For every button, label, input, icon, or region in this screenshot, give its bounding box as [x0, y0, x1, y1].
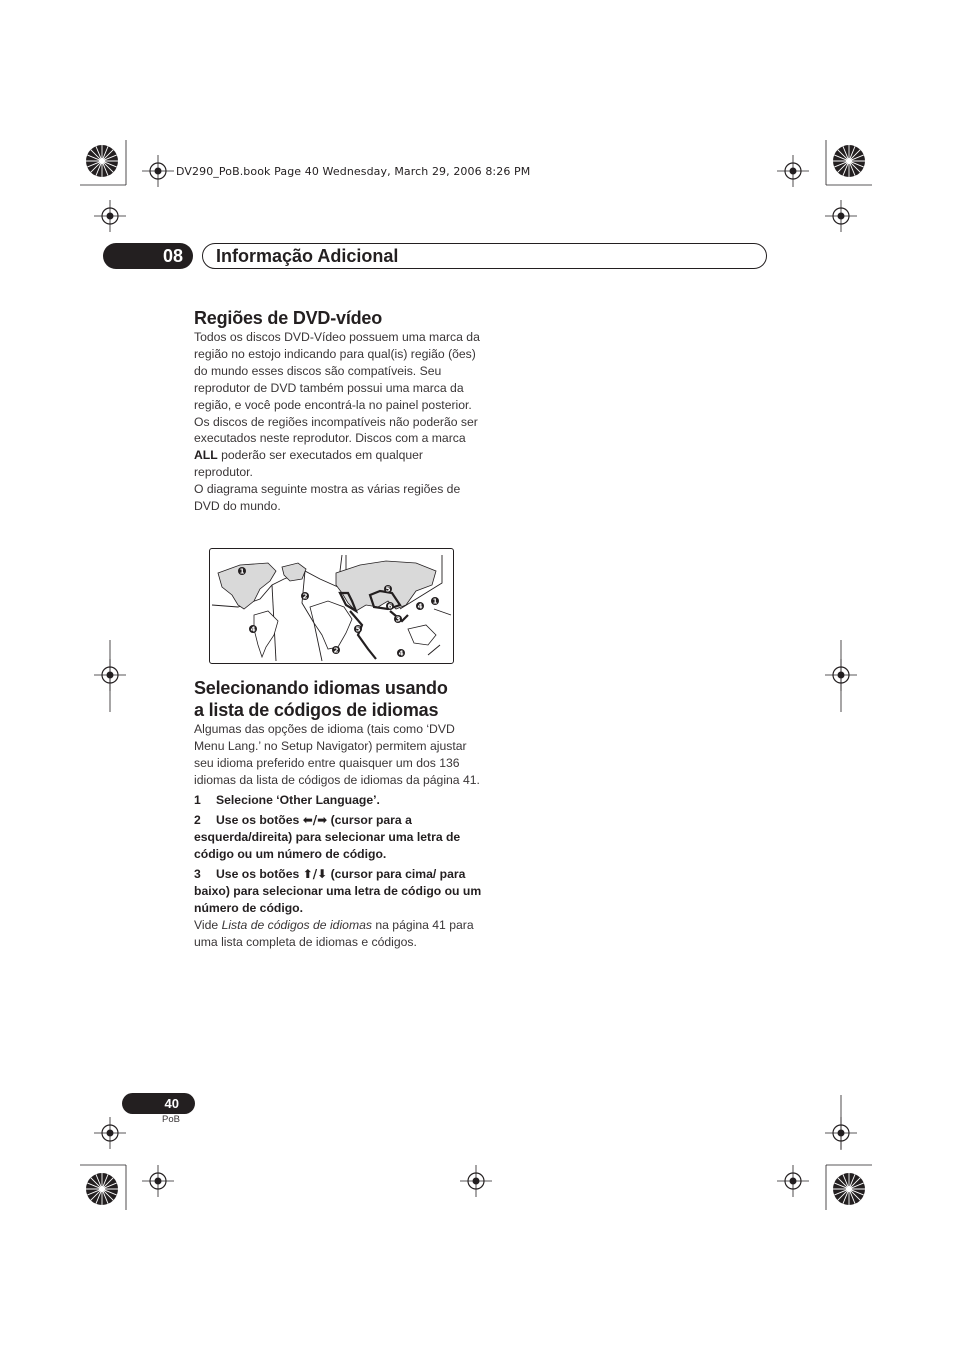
region-marker: 5 [385, 585, 391, 594]
step-text-start: Use os botões [216, 866, 303, 881]
chapter-number-badge: 08 [103, 243, 193, 269]
region-marker: 6 [387, 602, 393, 611]
region-marker: 2 [333, 646, 339, 655]
step-number: 1 [194, 792, 201, 807]
section-language-codes [194, 677, 484, 950]
step-text-end: (cursor para a esquerda/direita) para selecionar uma letra de código ou um número de código. [194, 812, 461, 861]
step-number: 3 [194, 866, 201, 881]
dvd-region-map [209, 548, 454, 664]
languages-footnote [194, 917, 484, 951]
step-text-start: Use os botões [216, 812, 303, 827]
region-marker: 4 [398, 649, 404, 658]
regions-text-end: poderão ser executados em qualquer reprodutor. [194, 448, 423, 480]
step-text: Selecione ‘Other Language’. [216, 792, 380, 807]
region-marker: 1 [432, 597, 438, 606]
section-title-languages-line1: Selecionando idiomas usando [194, 678, 448, 698]
all-region-mark: ALL [194, 448, 218, 463]
region-marker: 1 [239, 567, 245, 576]
languages-intro-paragraph: Algumas das opções de idioma (tais como ‘DVD Menu Lang.’ no Setup Navigator) permitem ajustar seu idioma preferido entre quaisquer um dos 136 idiomas da lista de códigos de idiomas da página 41. [194, 722, 480, 787]
footnote-text-end: na página 41 para uma lista completa de idiomas e códigos. [194, 917, 474, 949]
step-text-end: (cursor para cima/ para baixo) para selecionar uma letra de código ou um número de código. [194, 866, 482, 915]
regions-text-start: Todos os discos DVD-Vídeo possuem uma marca da região no estojo indicando para qual(is) região (ões) do mundo esses discos são compatíveis. Seu reprodutor de DVD também possui uma marca da região, e você pode encontrá-la no painel posterior. Os discos de regiões incompatíveis não poderão ser executados neste reprodutor. Discos com a marca [194, 330, 480, 446]
diagram-intro-paragraph: O diagrama seguinte mostra as várias regiões de DVD do mundo. [194, 482, 461, 514]
world-map-drawing [210, 549, 453, 663]
section-title-languages [194, 677, 484, 721]
step-3 [194, 866, 484, 917]
page-number: 40 [122, 1093, 195, 1114]
footnote-reference: Lista de códigos de idiomas [221, 917, 372, 932]
section-title-languages-line2: a lista de códigos de idiomas [194, 700, 439, 720]
footnote-text-start: Vide [194, 917, 222, 932]
regions-paragraph [194, 329, 484, 481]
region-marker: 3 [395, 615, 401, 624]
book-header-info: DV290_PoB.book Page 40 Wednesday, March 29, 2006 8:26 PM [176, 165, 531, 178]
section-title-regions: Regiões de DVD-vídeo [194, 308, 383, 328]
step-number: 2 [194, 812, 201, 827]
step-2 [194, 812, 484, 863]
step-1 [194, 792, 484, 809]
left-right-arrows-icon: ⬅/➡ [302, 812, 328, 827]
region-marker: 2 [302, 592, 308, 601]
region-marker: 5 [355, 625, 361, 634]
up-down-arrows-icon: ⬆/⬇ [302, 866, 328, 881]
page-language-code: PoB [162, 1114, 180, 1125]
region-marker: 4 [417, 602, 423, 611]
region-marker: 4 [250, 625, 256, 634]
section-dvd-regions [194, 307, 484, 515]
chapter-title: Informação Adicional [216, 246, 399, 266]
